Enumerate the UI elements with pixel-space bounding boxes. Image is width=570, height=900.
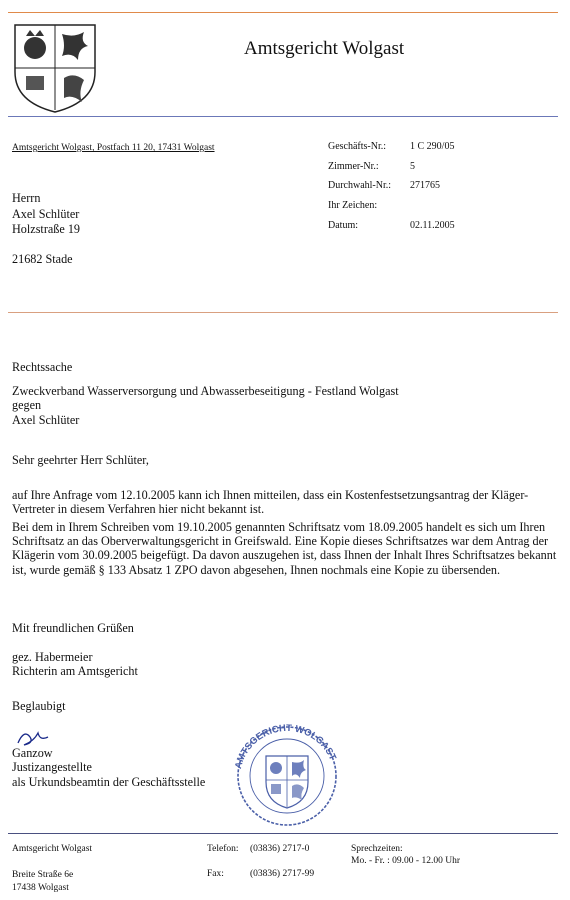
reference-value: 271765: [410, 180, 440, 192]
reference-value: 02.11.2005: [410, 219, 455, 231]
body-paragraph-2: Bei dem in Ihrem Schreiben vom 19.10.2005 genannten Schriftsatz vom 18.09.2005 handelt es sich um Ihren Schriftsatz an das Oberverwaltungsgericht in Greifswald. Eine Kopie dieses Schriftsatzes war dem Antrag der Klägerin vom 30.09.2005 beigefügt. Da davon auszugehen ist, dass Ihnen der Inhalt Ihres Schriftsatzes bekannt ist, wurde gemäß § 133 Absatz 1 ZPO davon abgesehen, Ihnen nochmals eine Kopie zu übersenden.: [12, 520, 557, 577]
footer-city: 17438 Wolgast: [12, 883, 69, 893]
coat-of-arms-icon: [12, 22, 98, 114]
signatory-name: gez. Habermeier: [12, 650, 93, 664]
reference-row-room: [328, 161, 455, 181]
footer-phone: (03836) 2717-0: [250, 844, 310, 854]
recipient-city: 21682 Stade: [12, 252, 73, 266]
footer-street: Breite Straße 6e: [12, 870, 74, 880]
footer-hours-label: Sprechzeiten:: [351, 844, 403, 854]
recipient-salutation: Herrn: [12, 191, 41, 205]
reference-row-extension: [328, 180, 455, 200]
page-title: Amtsgericht Wolgast: [244, 38, 405, 59]
certification-name: Ganzow: [12, 746, 53, 760]
reference-row-date: [328, 220, 455, 240]
signatory-title: Richterin am Amtsgericht: [12, 664, 138, 678]
reference-label: Zimmer-Nr.:: [328, 160, 379, 172]
reference-value: 5: [410, 160, 415, 172]
footer-court-name: Amtsgericht Wolgast: [12, 844, 93, 854]
certification-role: Justizangestellte: [12, 760, 92, 774]
header-bottom-rule: [8, 116, 558, 117]
footer-fax-label: Fax:: [207, 869, 224, 879]
reference-label: Durchwahl-Nr.:: [328, 180, 392, 192]
letter-closing: Mit freundlichen Grüßen: [12, 621, 134, 635]
body-paragraph-1: auf Ihre Anfrage vom 12.10.2005 kann ich Ihnen mitteilen, dass ein Kostenfestsetzungsantrag der Kläger-Vertreter in diesem Verfahren hier nicht bekannt ist.: [12, 488, 529, 517]
reference-label: Datum:: [328, 219, 358, 231]
footer-phone-label: Telefon:: [207, 844, 239, 854]
footer-hours: Mo. - Fr. : 09.00 - 12.00 Uhr: [351, 856, 460, 866]
reference-value: 1 C 290/05: [410, 141, 455, 152]
certification-heading: Beglaubigt: [12, 699, 66, 713]
matter-party-plaintiff: Zweckverband Wasserversorgung und Abwasserbeseitigung - Festland Wolgast: [12, 384, 399, 398]
sender-return-address: Amtsgericht Wolgast, Postfach 11 20, 17431 Wolgast: [12, 143, 215, 153]
reference-label: Geschäfts-Nr.:: [328, 141, 387, 152]
reference-row-case-number: [328, 141, 455, 161]
recipient-address: [12, 191, 80, 238]
footer-fax: (03836) 2717-99: [250, 869, 315, 879]
reference-label: Ihr Zeichen:: [328, 200, 378, 212]
matter-heading: Rechtssache: [12, 360, 73, 374]
header-top-rule: [8, 12, 558, 13]
fold-mark-rule: [8, 312, 558, 313]
stamp-text: AMTSGERICHT WOLGAST: [232, 722, 339, 770]
reference-block: [328, 141, 455, 239]
reference-row-your-ref: [328, 200, 455, 220]
recipient-name: Axel Schlüter: [12, 206, 80, 221]
recipient-street: Holzstraße 19: [12, 222, 81, 236]
footer-rule: [8, 833, 558, 834]
certification-role-2: als Urkundsbeamtin der Geschäftsstelle: [12, 775, 206, 789]
matter-party-defendant: Axel Schlüter: [12, 413, 80, 427]
court-seal-stamp: [226, 718, 348, 828]
matter-versus: gegen: [12, 398, 42, 412]
letter-greeting: Sehr geehrter Herr Schlüter,: [12, 453, 149, 467]
